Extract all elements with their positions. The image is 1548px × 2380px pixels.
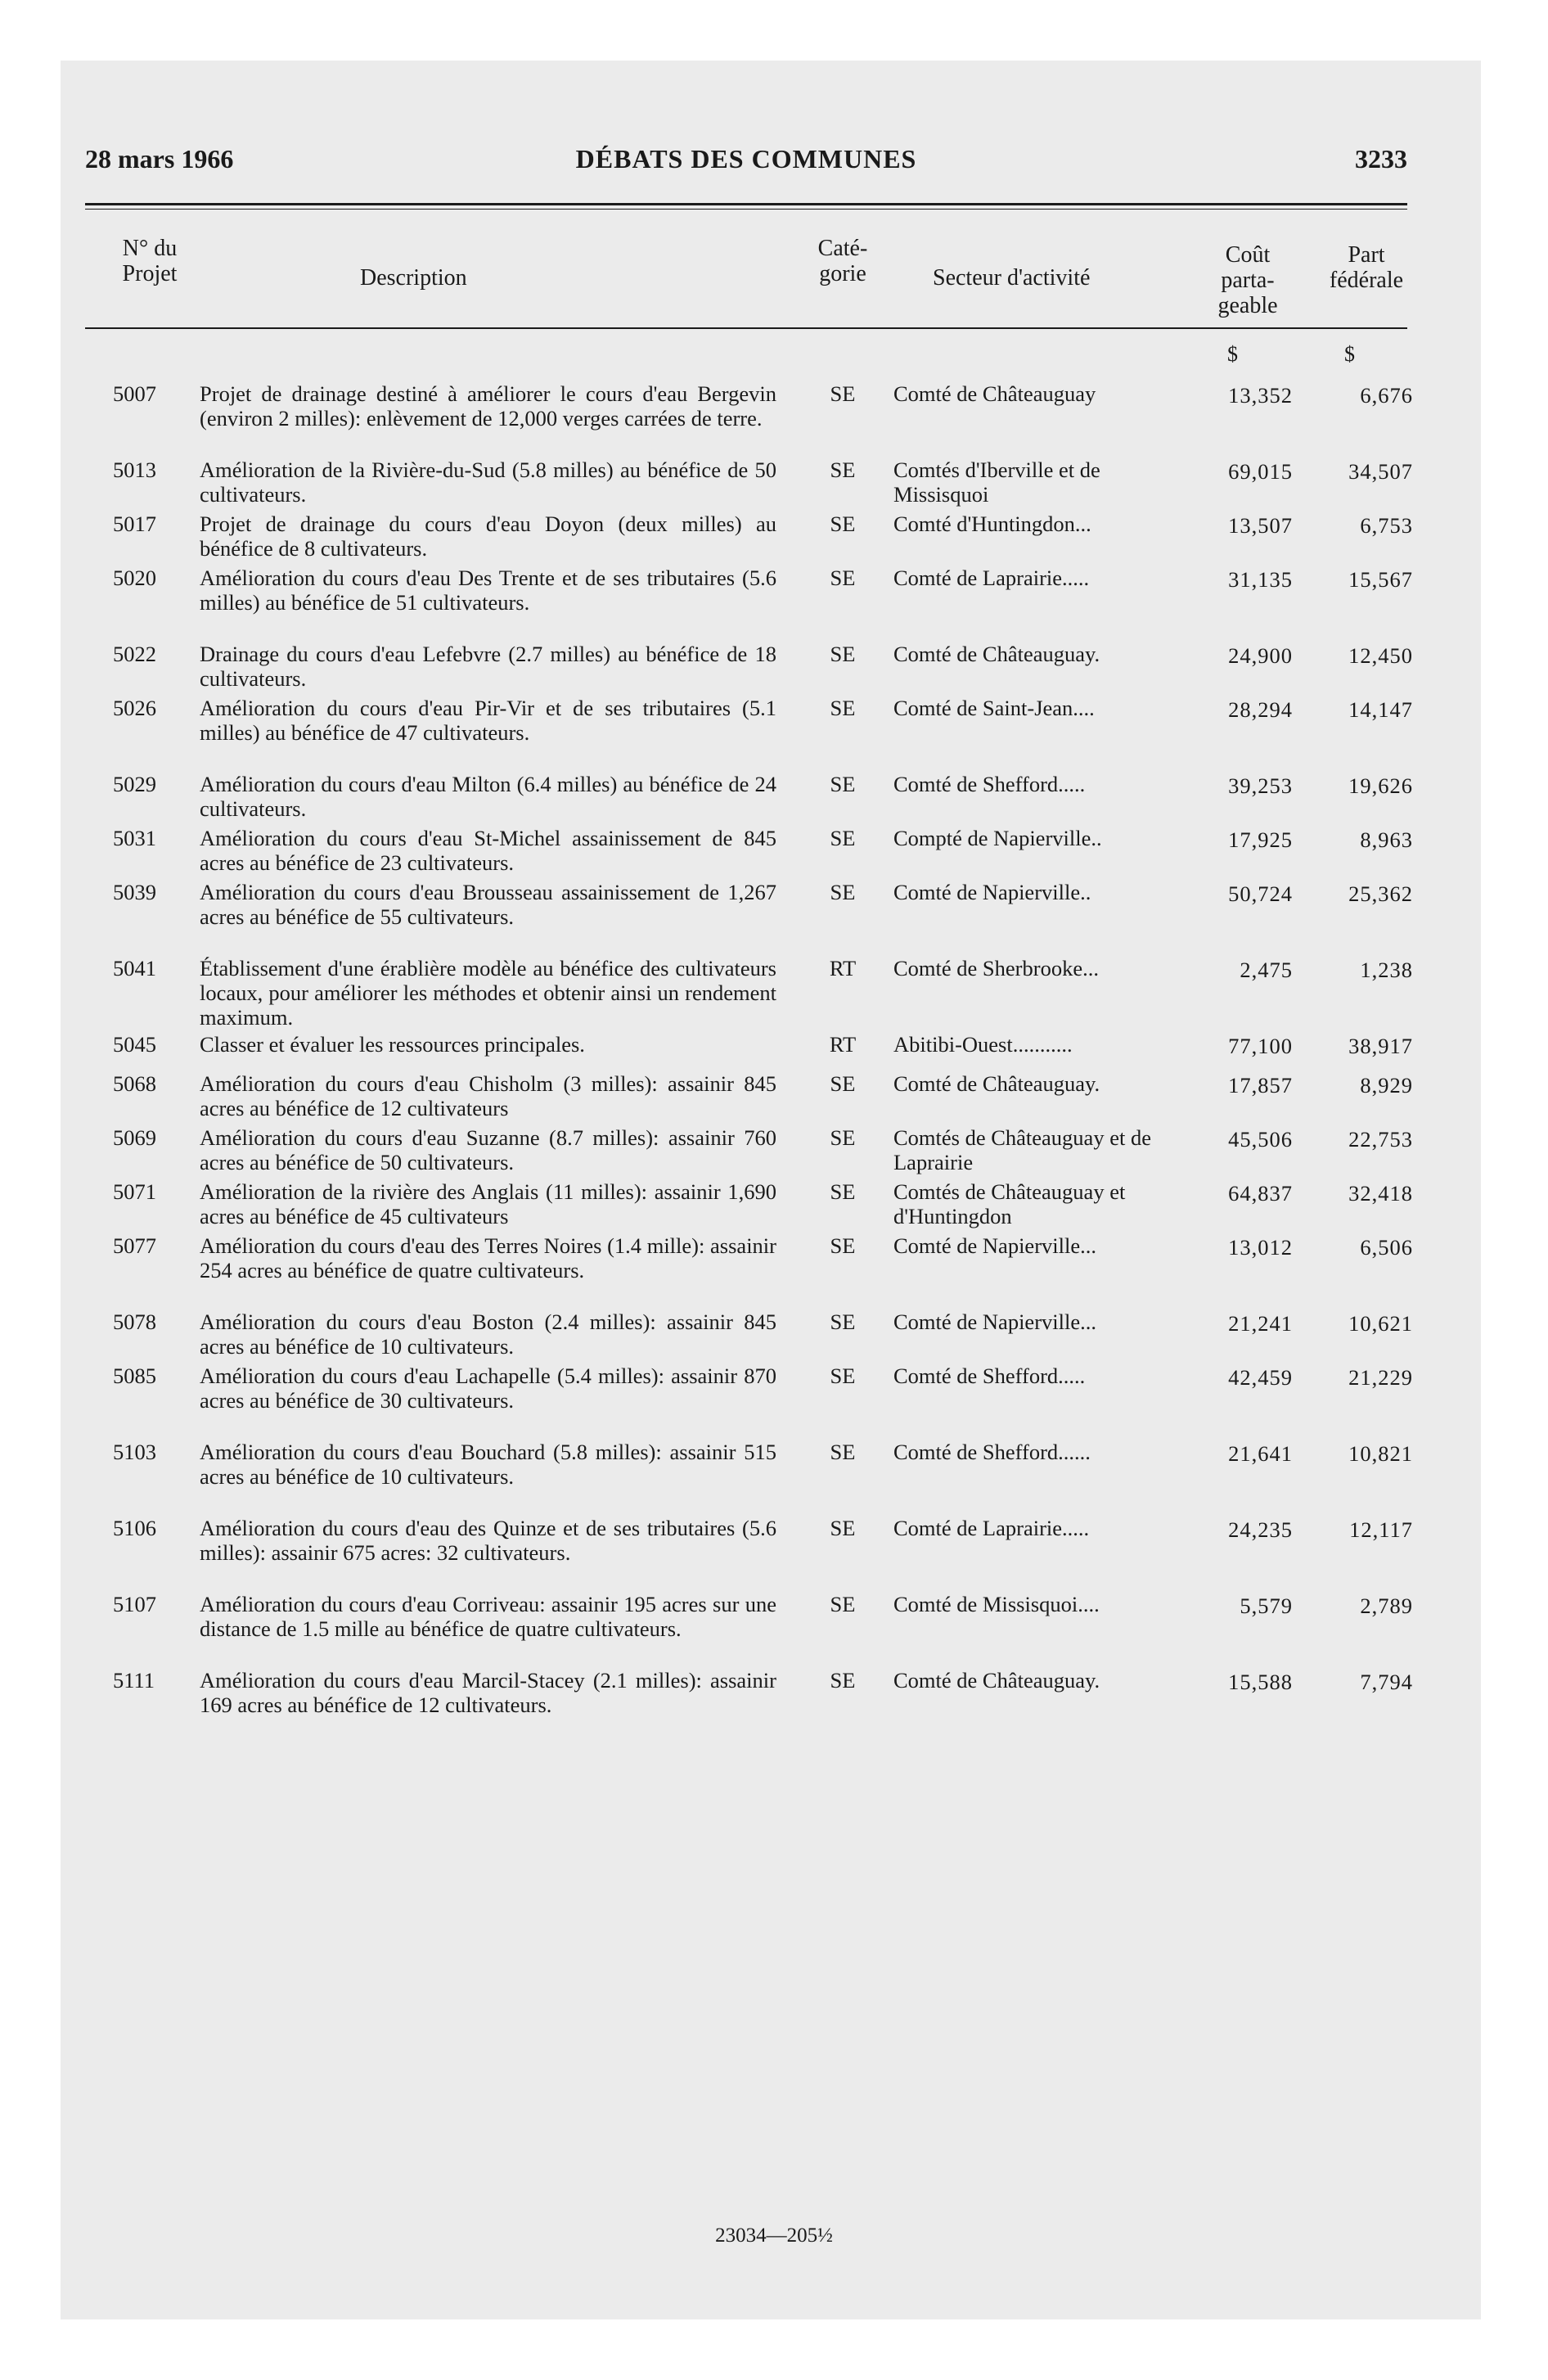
project-sector: Comté de Shefford..... — [893, 772, 1086, 796]
project-number: 5026 — [113, 696, 156, 720]
project-cost: 17,857 — [1228, 1073, 1293, 1098]
project-sector: Comté de Saint-Jean.... — [893, 696, 1095, 720]
project-number: 5107 — [113, 1592, 156, 1616]
project-description: Amélioration du cours d'eau Milton (6.4 milles) au bénéfice de 24 cultivateurs. — [200, 772, 776, 821]
project-number: 5103 — [113, 1440, 156, 1464]
project-category: SE — [830, 566, 856, 590]
table-row — [0, 381, 1548, 458]
column-header-number: N° du Projet — [122, 236, 178, 286]
project-sector: Comtés de Châteauguay et d'Huntingdon — [893, 1179, 1126, 1228]
project-federal-share: 21,229 — [1348, 1365, 1413, 1390]
table-row — [0, 1233, 1548, 1309]
project-cost: 5,579 — [1240, 1593, 1293, 1618]
project-cost: 15,588 — [1228, 1670, 1293, 1694]
project-number: 5020 — [113, 566, 156, 590]
project-number: 5111 — [113, 1668, 155, 1693]
table-row — [0, 566, 1548, 642]
project-number: 5017 — [113, 512, 156, 536]
project-federal-share: 6,676 — [1360, 383, 1413, 408]
project-sector: Comté de Sherbrooke... — [893, 956, 1099, 980]
table-row — [0, 772, 1548, 826]
project-sector: Comté de Laprairie..... — [893, 1516, 1090, 1540]
table-row — [0, 1440, 1548, 1516]
project-description: Amélioration du cours d'eau Suzanne (8.7 milles): assainir 760 acres au bénéfice de 50 cultivateurs. — [200, 1125, 776, 1174]
project-number: 5029 — [113, 772, 156, 796]
project-cost: 2,475 — [1240, 958, 1293, 982]
project-sector: Comté de Napierville... — [893, 1233, 1096, 1258]
project-sector: Comté d'Huntingdon... — [893, 512, 1091, 536]
column-header-description: Description — [360, 265, 467, 291]
project-cost: 39,253 — [1228, 773, 1293, 798]
table-row — [0, 696, 1548, 772]
project-description: Amélioration du cours d'eau des Terres Noires (1.4 mille): assainir 254 acres au bénéfice de quatre cultivateurs. — [200, 1233, 776, 1282]
project-number: 5007 — [113, 381, 156, 406]
project-federal-share: 32,418 — [1348, 1181, 1413, 1206]
project-cost: 13,352 — [1228, 383, 1293, 408]
project-category: SE — [830, 1179, 856, 1204]
project-description: Projet de drainage du cours d'eau Doyon (deux milles) au bénéfice de 8 cultivateurs. — [200, 512, 776, 561]
project-cost: 77,100 — [1228, 1034, 1293, 1058]
project-description: Amélioration du cours d'eau Des Trente et de ses tributaires (5.6 milles) au bénéfice de 51 cultivateurs. — [200, 566, 776, 615]
project-description: Amélioration du cours d'eau Lachapelle (5.4 milles): assainir 870 acres au bénéfice de 30 cultivateurs. — [200, 1364, 776, 1413]
project-federal-share: 8,929 — [1360, 1073, 1413, 1098]
project-cost: 21,241 — [1228, 1311, 1293, 1336]
currency-federal: $ — [1344, 342, 1355, 366]
project-number: 5078 — [113, 1309, 156, 1334]
project-federal-share: 8,963 — [1360, 827, 1413, 852]
project-federal-share: 12,450 — [1348, 643, 1413, 668]
project-federal-share: 14,147 — [1348, 697, 1413, 722]
column-header-category: Caté- gorie — [817, 236, 868, 286]
project-cost: 24,235 — [1228, 1517, 1293, 1542]
page-header — [85, 144, 1407, 180]
project-category: SE — [830, 642, 856, 666]
project-description: Amélioration du cours d'eau Corriveau: assainir 195 acres sur une distance de 1.5 mille au bénéfice de quatre cultivateurs. — [200, 1592, 776, 1641]
table-row — [0, 642, 1548, 696]
project-table — [0, 381, 1548, 1744]
project-cost: 42,459 — [1228, 1365, 1293, 1390]
project-federal-share: 15,567 — [1348, 567, 1413, 592]
project-number: 5085 — [113, 1364, 156, 1388]
column-header-rule — [85, 327, 1407, 329]
project-category: SE — [830, 1071, 856, 1096]
project-federal-share: 6,506 — [1360, 1235, 1413, 1260]
table-row — [0, 956, 1548, 1032]
project-description: Amélioration de la rivière des Anglais (11 milles): assainir 1,690 acres au bénéfice de 45 cultivateurs — [200, 1179, 776, 1228]
project-description: Drainage du cours d'eau Lefebvre (2.7 milles) au bénéfice de 18 cultivateurs. — [200, 642, 776, 691]
project-federal-share: 10,621 — [1348, 1311, 1413, 1336]
project-sector: Abitibi-Ouest........... — [893, 1032, 1073, 1057]
project-category: RT — [829, 956, 857, 980]
project-description: Amélioration du cours d'eau St-Michel assainissement de 845 acres au bénéfice de 23 cultivateurs. — [200, 826, 776, 875]
table-row — [0, 1125, 1548, 1179]
table-row — [0, 512, 1548, 566]
project-description: Établissement d'une érablière modèle au bénéfice des cultivateurs locaux, pour améliorer les méthodes et obtenir ainsi un rendement maximum. — [200, 956, 776, 1030]
project-sector: Comté de Châteauguay. — [893, 642, 1100, 666]
project-number: 5077 — [113, 1233, 156, 1258]
project-cost: 13,507 — [1228, 513, 1293, 538]
project-category: SE — [830, 826, 856, 850]
project-number: 5039 — [113, 880, 156, 904]
project-number: 5022 — [113, 642, 156, 666]
project-description: Amélioration du cours d'eau Marcil-Stacey (2.1 milles): assainir 169 acres au bénéfice de 12 cultivateurs. — [200, 1668, 776, 1717]
table-row — [0, 1032, 1548, 1071]
project-description: Projet de drainage destiné à améliorer le cours d'eau Bergevin (environ 2 milles): enlèvement de 12,000 verges carrées de terre. — [200, 381, 776, 430]
header-date: 28 mars 1966 — [85, 144, 234, 174]
project-number: 5068 — [113, 1071, 156, 1096]
project-sector: Comtés de Châteauguay et de Laprairie — [893, 1125, 1151, 1174]
project-federal-share: 38,917 — [1348, 1034, 1413, 1058]
project-federal-share: 6,753 — [1360, 513, 1413, 538]
project-description: Classer et évaluer les ressources principales. — [200, 1032, 585, 1057]
table-row — [0, 880, 1548, 956]
header-title: DÉBATS DES COMMUNES — [575, 144, 917, 174]
table-row — [0, 826, 1548, 880]
table-row — [0, 1179, 1548, 1233]
project-cost: 13,012 — [1228, 1235, 1293, 1260]
project-number: 5031 — [113, 826, 156, 850]
project-federal-share: 2,789 — [1360, 1593, 1413, 1618]
project-category: SE — [830, 1668, 856, 1693]
project-cost: 31,135 — [1228, 567, 1293, 592]
project-federal-share: 22,753 — [1348, 1127, 1413, 1152]
project-federal-share: 25,362 — [1348, 881, 1413, 906]
project-category: SE — [830, 1592, 856, 1616]
column-header-cost: Coût parta- geable — [1217, 242, 1278, 318]
project-cost: 17,925 — [1228, 827, 1293, 852]
table-row — [0, 1309, 1548, 1364]
project-federal-share: 7,794 — [1360, 1670, 1413, 1694]
project-category: RT — [829, 1032, 857, 1057]
project-federal-share: 34,507 — [1348, 459, 1413, 484]
project-cost: 28,294 — [1228, 697, 1293, 722]
project-category: SE — [830, 696, 856, 720]
page-footer-code: 23034—205½ — [715, 2224, 833, 2247]
project-sector: Comté de Missisquoi.... — [893, 1592, 1100, 1616]
project-category: SE — [830, 512, 856, 536]
project-category: SE — [830, 1516, 856, 1540]
project-cost: 45,506 — [1228, 1127, 1293, 1152]
project-category: SE — [830, 381, 856, 406]
project-number: 5069 — [113, 1125, 156, 1150]
project-cost: 21,641 — [1228, 1441, 1293, 1466]
header-rule-thick — [85, 203, 1407, 205]
project-category: SE — [830, 880, 856, 904]
project-category: SE — [830, 772, 856, 796]
project-federal-share: 1,238 — [1360, 958, 1413, 982]
project-sector: Comté de Châteauguay — [893, 381, 1096, 406]
project-sector: Comté de Shefford...... — [893, 1440, 1091, 1464]
project-sector: Comté de Châteauguay. — [893, 1071, 1100, 1096]
project-sector: Comté de Châteauguay. — [893, 1668, 1100, 1693]
project-category: SE — [830, 1440, 856, 1464]
project-description: Amélioration du cours d'eau Bouchard (5.8 milles): assainir 515 acres au bénéfice de 10 cultivateurs. — [200, 1440, 776, 1489]
project-category: SE — [830, 458, 856, 482]
project-category: SE — [830, 1233, 856, 1258]
project-sector: Comté de Napierville... — [893, 1309, 1096, 1334]
currency-cost: $ — [1227, 342, 1238, 366]
project-federal-share: 19,626 — [1348, 773, 1413, 798]
project-number: 5106 — [113, 1516, 156, 1540]
project-number: 5013 — [113, 458, 156, 482]
project-sector: Comté de Shefford..... — [893, 1364, 1086, 1388]
header-rule-thin — [85, 209, 1407, 210]
table-row — [0, 1668, 1548, 1744]
project-federal-share: 12,117 — [1349, 1517, 1413, 1542]
project-description: Amélioration du cours d'eau Brousseau assainissement de 1,267 acres au bénéfice de 55 cultivateurs. — [200, 880, 776, 929]
project-sector: Compté de Napierville.. — [893, 826, 1102, 850]
project-number: 5071 — [113, 1179, 156, 1204]
column-header-federal: Part fédérale — [1329, 242, 1404, 293]
project-federal-share: 10,821 — [1348, 1441, 1413, 1466]
project-number: 5045 — [113, 1032, 156, 1057]
project-category: SE — [830, 1364, 856, 1388]
project-sector: Comtés d'Iberville et de Missisquoi — [893, 458, 1100, 507]
project-description: Amélioration du cours d'eau Boston (2.4 milles): assainir 845 acres au bénéfice de 10 cultivateurs. — [200, 1309, 776, 1359]
table-row — [0, 1592, 1548, 1668]
project-sector: Comté de Napierville.. — [893, 880, 1091, 904]
project-category: SE — [830, 1309, 856, 1334]
project-description: Amélioration du cours d'eau des Quinze et de ses tributaires (5.6 milles): assainir 675 acres: 32 cultivateurs. — [200, 1516, 776, 1565]
project-description: Amélioration du cours d'eau Chisholm (3 milles): assainir 845 acres au bénéfice de 12 cultivateurs — [200, 1071, 776, 1120]
project-cost: 50,724 — [1228, 881, 1293, 906]
project-cost: 64,837 — [1228, 1181, 1293, 1206]
project-cost: 24,900 — [1228, 643, 1293, 668]
table-row — [0, 1516, 1548, 1592]
table-row — [0, 1071, 1548, 1125]
project-category: SE — [830, 1125, 856, 1150]
table-row — [0, 458, 1548, 512]
table-row — [0, 1364, 1548, 1440]
project-sector: Comté de Laprairie..... — [893, 566, 1090, 590]
project-cost: 69,015 — [1228, 459, 1293, 484]
project-description: Amélioration du cours d'eau Pir-Vir et de ses tributaires (5.1 milles) au bénéfice de 47 cultivateurs. — [200, 696, 776, 745]
header-page-number: 3233 — [1355, 144, 1407, 174]
project-description: Amélioration de la Rivière-du-Sud (5.8 milles) au bénéfice de 50 cultivateurs. — [200, 458, 776, 507]
column-header-sector: Secteur d'activité — [933, 265, 1091, 291]
project-number: 5041 — [113, 956, 156, 980]
